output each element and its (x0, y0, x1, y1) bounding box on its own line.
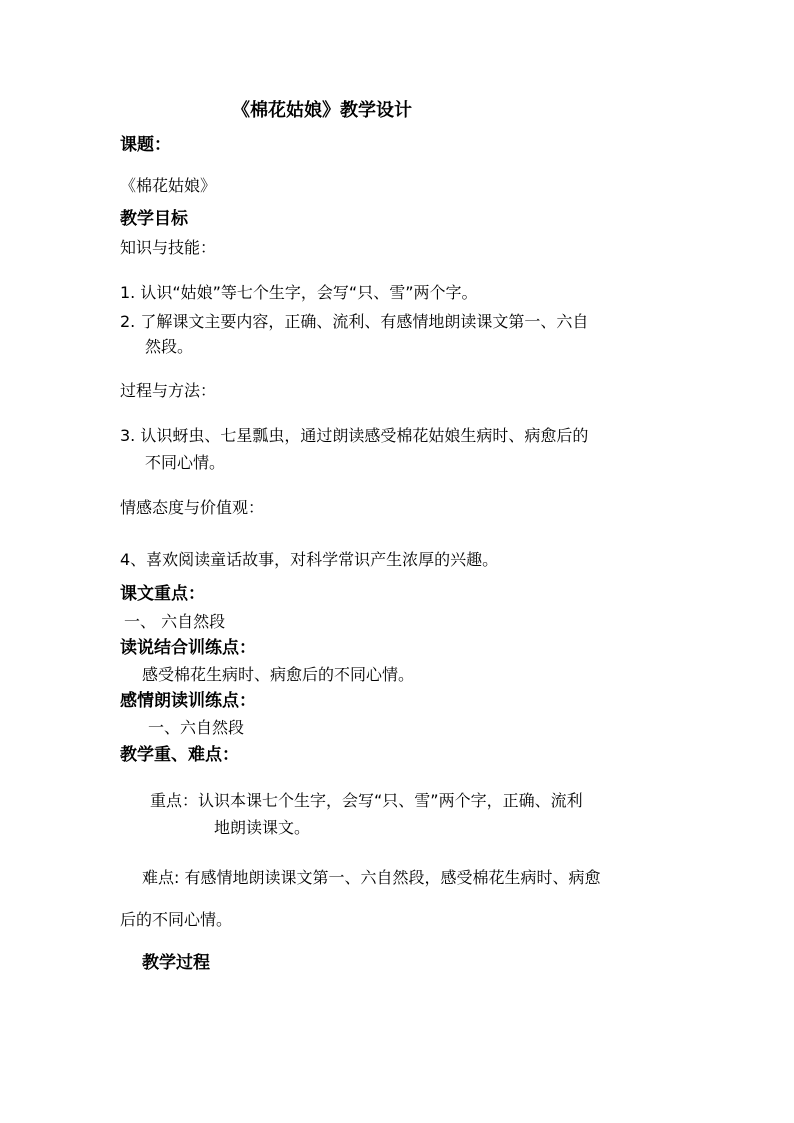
goal-item-3-line-2: 不同心情。 (145, 453, 226, 472)
difficulty-line-1: 难点: 有感情地朗读课文第一、六自然段，感受棉花生病时、病愈 (142, 868, 601, 887)
reading-point-heading: 读说结合训练点： (120, 638, 256, 658)
goal-item-3-line-1: 3. 认识蚜虫、七星瓢虫，通过朗读感受棉花姑娘生病时、病愈后的 (120, 426, 589, 445)
emotion-heading: 情感态度与价值观： (120, 498, 265, 517)
topic-heading: 课题： (120, 135, 171, 155)
focus-difficulty-heading: 教学重、难点： (120, 745, 239, 765)
document-title: 《棉花姑娘》教学设计 (232, 100, 412, 121)
knowledge-heading: 知识与技能： (120, 238, 217, 257)
goal-item-1: 1. 认识“姑娘”等七个生字，会写“只、雪”两个字。 (120, 283, 478, 302)
teaching-process-heading: 教学过程 (142, 953, 210, 973)
goal-item-4: 4、喜欢阅读童话故事，对科学常识产生浓厚的兴趣。 (120, 550, 499, 569)
goals-heading: 教学目标 (120, 209, 188, 229)
topic-text: 《棉花姑娘》 (120, 176, 217, 195)
focus-line-1: 重点：认识本课七个生字，会写“只、雪”两个字，正确、流利 (150, 791, 583, 810)
goal-item-2-line-2: 然段。 (145, 337, 194, 356)
goal-item-2-line-1: 2. 了解课文主要内容，正确、流利、有感情地朗读课文第一、六自 (120, 312, 589, 331)
key-text-heading: 课文重点： (120, 584, 205, 604)
difficulty-line-2: 后的不同心情。 (120, 910, 233, 929)
emotional-reading-value: 一、六自然段 (148, 718, 245, 737)
reading-point-value: 感受棉花生病时、病愈后的不同心情。 (142, 665, 415, 684)
key-text-value: 一、 六自然段 (124, 612, 226, 631)
emotional-reading-heading: 感情朗读训练点： (120, 691, 256, 711)
focus-line-2: 地朗读课文。 (214, 818, 311, 837)
process-heading: 过程与方法： (120, 381, 217, 400)
